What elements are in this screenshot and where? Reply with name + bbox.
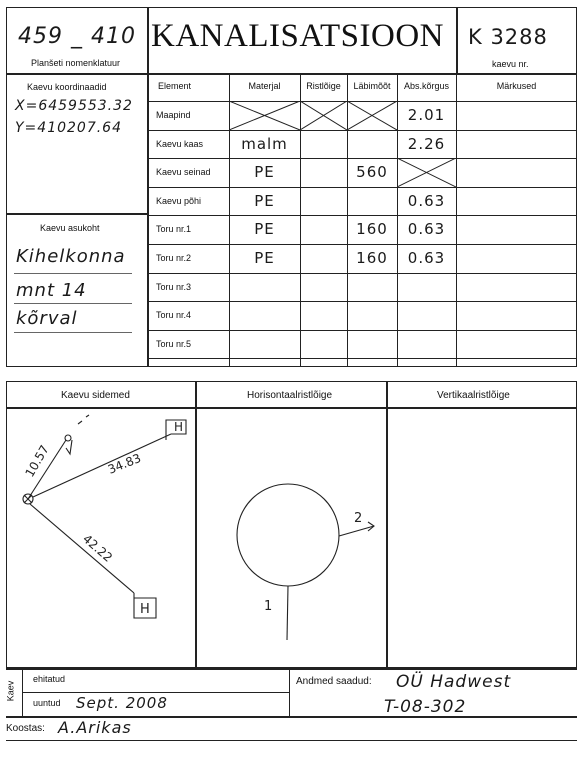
table-row-element: Toru nr.4 <box>156 310 192 320</box>
sheet-label: Planšeti nomenklatuur <box>31 58 121 68</box>
table-row-element: Maapind <box>156 110 191 120</box>
well-number-label: kaevu nr. <box>492 59 529 69</box>
table-row-element: Toru nr.2 <box>156 253 192 263</box>
horizontal-section-header: Horisontaalristlõige <box>247 390 333 401</box>
built-label: ehitatud <box>33 674 66 684</box>
distance-label-1: 10.57 <box>22 442 52 480</box>
well-number-handwritten: K 3288 <box>468 25 548 49</box>
table-cell-labimoot: 160 <box>356 220 388 238</box>
table-row-element: Kaevu põhi <box>156 196 202 206</box>
node-label-1: H <box>174 420 184 434</box>
table-cell-materjal: malm <box>241 135 288 153</box>
sheet-number-handwritten: 459 _ 410 <box>18 24 136 49</box>
pipe-label-2: 2 <box>354 511 363 526</box>
table-cell-materjal: PE <box>254 192 275 210</box>
source-label: Andmed saadud: <box>296 676 372 687</box>
form-title: KANALISATSIOON <box>151 18 444 54</box>
distance-label-3: 42.22 <box>80 531 116 565</box>
coordinate-y: Y=410207.64 <box>15 120 122 136</box>
location-line-2: mnt 14 <box>16 280 87 301</box>
table-cell-materjal: PE <box>254 220 275 238</box>
kaev-label: Kaev <box>5 680 16 702</box>
table-cell-abs: 2.01 <box>407 106 446 124</box>
table-row-element: Kaevu seinad <box>156 167 211 177</box>
author-label: Koostas: <box>6 723 45 734</box>
table-cell-materjal: PE <box>254 163 275 181</box>
cross-out-mark <box>229 101 397 130</box>
table-header-materjal: Materjal <box>248 81 281 91</box>
table-cell-materjal: PE <box>254 249 275 267</box>
table-row-element: Toru nr.3 <box>156 282 192 292</box>
horizontal-section-sketch <box>196 408 386 666</box>
location-line-1: Kihelkonna <box>16 246 126 267</box>
source-value-2: T-08-302 <box>384 697 467 717</box>
table-header-labimoot: Läbimõõt <box>353 81 391 91</box>
author-value: A.Arikas <box>58 718 132 737</box>
table-row-element: Toru nr.1 <box>156 224 192 234</box>
table-row-element: Toru nr.5 <box>156 339 192 349</box>
table-header-ristloige: Ristlõige <box>306 81 341 91</box>
location-label: Kaevu asukoht <box>40 223 100 233</box>
connections-header: Kaevu sidemed <box>61 390 130 401</box>
vertical-section-header: Vertikaalristlõige <box>437 390 510 401</box>
location-line-3: kõrval <box>16 308 78 329</box>
table-cell-labimoot: 560 <box>356 163 388 181</box>
connections-sketch <box>6 408 195 666</box>
updated-value: Sept. 2008 <box>76 694 168 712</box>
distance-label-2: 34.83 <box>105 450 143 477</box>
table-header-element: Element <box>158 81 192 91</box>
source-value-1: OÜ Hadwest <box>396 672 512 692</box>
coordinates-label: Kaevu koordinaadid <box>27 82 107 92</box>
table-header-abs: Abs.kõrgus <box>403 81 450 91</box>
table-header-markused: Märkused <box>496 81 537 91</box>
table-row-element: Kaevu kaas <box>156 139 204 149</box>
table-cell-labimoot: 160 <box>356 249 388 267</box>
updated-label: uuntud <box>33 698 61 708</box>
coordinate-x: X=6459553.32 <box>15 98 133 114</box>
cross-out-mark <box>397 158 456 187</box>
table-cell-abs: 0.63 <box>407 249 446 267</box>
table-cell-abs: 2.26 <box>407 135 446 153</box>
pipe-label-1: 1 <box>264 599 273 614</box>
table-cell-abs: 0.63 <box>407 192 446 210</box>
table-cell-abs: 0.63 <box>407 220 446 238</box>
node-label-2: H <box>140 602 150 617</box>
